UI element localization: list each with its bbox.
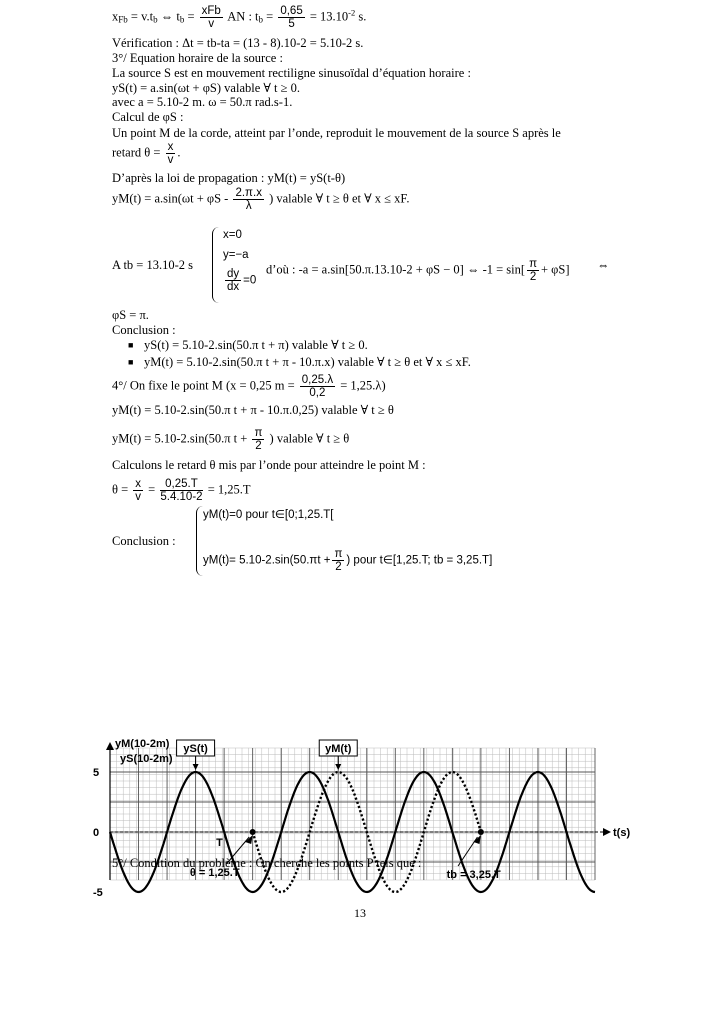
fraction: $\frac{\text{xFb}}{v}$	[201, 5, 221, 30]
bullet-icon: ■	[128, 340, 134, 350]
y-tick-label: 0	[93, 827, 100, 839]
callout-ys-label: yS(t)	[183, 743, 208, 755]
system-line: $\frac{dy}{dx}$ =0	[227, 268, 257, 293]
text-line: Conclusion :	[112, 534, 176, 548]
fraction: $\frac{dy}{dx}$	[227, 268, 240, 293]
callout-ym-label: yM(t)	[325, 743, 352, 755]
system-line: yM(t)=0 pour t∈[0;1,25.T[	[203, 509, 334, 521]
system-line: x=0	[223, 229, 242, 241]
line-at-tb: A tb = 13.10-2 s	[112, 258, 194, 272]
system-line: yM(t)= 5.10-2.sin(50.πt + $\frac{\pi}{2}$ ) pour t∈[1,25.T; tb = 3,25.T]	[203, 548, 493, 573]
page-number: 13	[354, 906, 366, 920]
period-label: T	[216, 837, 223, 849]
fraction: $\frac{\pi}{2}$	[529, 258, 537, 283]
tb-label: tb = 3,25.T	[446, 869, 501, 881]
fraction: $\frac{x}{v}$	[135, 478, 142, 503]
y-tick-label: 5	[93, 767, 100, 779]
text-line: Calcul de φS :	[112, 110, 184, 124]
fraction: $\frac{x}{v}$	[167, 141, 174, 166]
system-brace	[212, 227, 219, 303]
equation-ys: yS(t) = a.sin(ωt + φS) valable ∀ t ≥ 0.	[112, 81, 301, 95]
fraction: $\frac{\pi}{2}$	[334, 548, 343, 573]
section-5-title: 5°/ Condition du problème : On cherche les points P tels que :	[112, 856, 422, 870]
text-line: D’après la loi de propagation : yM(t) = yS(t-θ)	[112, 171, 346, 185]
text-line: Conclusion :	[112, 323, 176, 337]
theta-arrowhead	[245, 835, 252, 844]
y-axis-label: yM(10-2m)	[115, 738, 170, 750]
section-3-title: 3°/ Equation horaire de la source :	[112, 51, 283, 65]
equation-ym: yM(t) = a.sin(ωt + φS - $\frac{2.\pi.x}{\lambda}$ ) valable ∀ t ≥ θ et ∀ x ≤ xF.	[112, 187, 410, 212]
equation-phase: d’où : -a = a.sin[50.π.13.10-2 + φS − 0] ⇔ -1 = sin[ $\frac{\pi}{2}$ + φS]	[266, 258, 570, 283]
y-axis-label: yS(10-2m)	[120, 753, 173, 765]
text-line: avec a = 5.10-2 m. ω = 50.π rad.s-1.	[112, 95, 293, 109]
bullet-item: yM(t) = 5.10-2.sin(50.π t + π - 10.π.x) valable ∀ t ≥ θ et ∀ x ≤ xF.	[144, 355, 471, 369]
equation-ym-simplified: yM(t) = 5.10-2.sin(50.π t + $\frac{\pi}{2}$ ) valable ∀ t ≥ θ	[112, 427, 350, 452]
x-axis-arrow	[603, 828, 611, 836]
fraction: $\frac{0,25.\lambda}{0,2}$	[301, 374, 334, 399]
x-axis-label: t(s)	[613, 827, 631, 839]
callout-ym-arrowhead	[335, 764, 341, 770]
fraction: $\frac{0,25.T}{5.4.10-2}$	[160, 478, 203, 503]
text-line: La source S est en mouvement rectiligne sinusoïdal d’équation horaire :	[112, 66, 471, 80]
line-verification: Vérification : Δt = tb-ta = (13 - 8).10-2 = 5.10-2 s.	[112, 36, 364, 50]
callout-ys-arrowhead	[193, 764, 199, 770]
fraction: $\frac{\pi}{2}$	[254, 427, 263, 452]
line-retard: retard θ = $\frac{x}{v}$ .	[112, 141, 181, 166]
fraction: $\frac{2.\pi.x}{\lambda}$	[235, 187, 262, 212]
y-axis-arrow	[106, 742, 114, 750]
text-line: Calculons le retard θ mis par l’onde pour atteindre le point M :	[112, 458, 426, 472]
fraction: $\frac{0,65}{5}$	[280, 5, 303, 30]
bullet-item: yS(t) = 5.10-2.sin(50.π t + π) valable ∀ t ≥ 0.	[144, 338, 368, 352]
system-line: y=−a	[223, 249, 249, 261]
equation-theta: θ = $\frac{x}{v}$ = $\frac{0,25.T}{5.4.10-2}$ = 1,25.T	[112, 478, 251, 503]
equivalence-sign: ⇔	[597, 258, 610, 272]
text-line: φS = π.	[112, 308, 149, 322]
system-brace	[196, 506, 203, 576]
theta-label: θ = 1,25.T	[189, 867, 240, 879]
line-tb-calc: $x_{Fb} = v.t_b$ ⇔ $t_b$ = $\frac{\text{xFb}}{v}$ AN : $t_b$ = $\frac{0,65}{5}$ = $13.10^{-2}$ s.	[112, 5, 367, 30]
equation-ym-fixed: yM(t) = 5.10-2.sin(50.π t + π - 10.π.0,25) valable ∀ t ≥ θ	[112, 403, 394, 417]
text-line: Un point M de la corde, atteint par l’onde, reproduit le mouvement de la source S après le	[112, 126, 561, 140]
y-tick-label: -5	[93, 887, 103, 899]
section-4-title: 4°/ On fixe le point M (x = 0,25 m = $\frac{0,25.\lambda}{0,2}$ = 1,25.λ)	[112, 374, 386, 399]
bullet-icon: ■	[128, 357, 134, 367]
chart-overlay	[93, 738, 630, 899]
